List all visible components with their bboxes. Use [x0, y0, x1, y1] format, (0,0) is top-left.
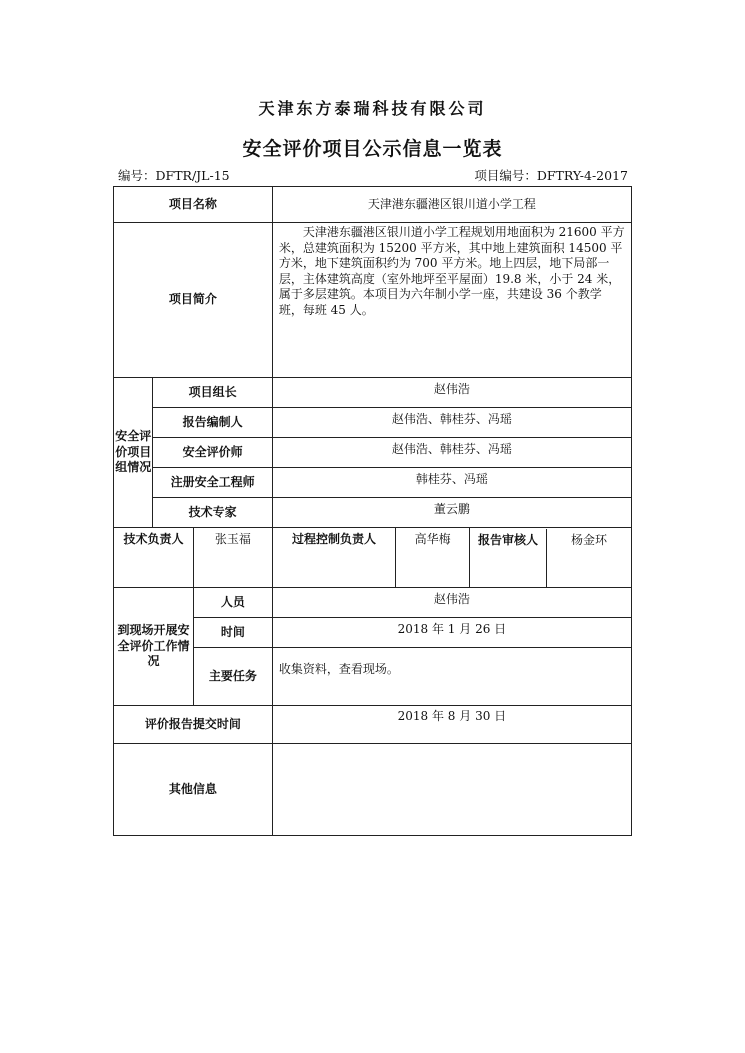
site-task-value: 收集资料，查看现场。: [272, 648, 631, 706]
team-role-label: 注册安全工程师: [153, 468, 272, 498]
table-row: [114, 498, 632, 528]
site-person-value: 赵伟浩: [272, 588, 631, 618]
team-role-value: 赵伟浩、韩桂芬、冯瑶: [272, 438, 631, 468]
doc-code: 编号：DFTR/JL-15: [118, 168, 230, 183]
site-time-value: 2018 年 1 月 26 日: [272, 618, 631, 648]
form-title: 安全评价项目公示信息一览表: [242, 138, 503, 160]
review-cell: [470, 528, 632, 588]
table-row: [114, 408, 632, 438]
project-code: 项目编号：DFTRY-4-2017: [474, 168, 628, 183]
table-row: [470, 529, 631, 587]
reviewer-label: 报告审核人: [470, 529, 547, 587]
info-table: [113, 186, 632, 836]
other-info-label: 其他信息: [114, 744, 273, 836]
team-group-label: 安全评价项目组情况: [114, 378, 153, 528]
team-role-label: 安全评价师: [153, 438, 272, 468]
project-name-label: 项目名称: [114, 187, 273, 223]
team-role-value: 董云鹏: [272, 498, 631, 528]
process-lead-label: 过程控制负责人: [272, 528, 395, 588]
tech-lead-label: 技术负责人: [114, 528, 194, 588]
table-row: [114, 528, 632, 588]
other-info-value: [272, 744, 631, 836]
table-row: [114, 706, 632, 744]
submit-time-value: 2018 年 8 月 30 日: [272, 706, 631, 744]
project-intro-label: 项目简介: [114, 223, 273, 378]
table-row: [114, 744, 632, 836]
reviewer-value: 杨金环: [571, 532, 608, 547]
site-task-label: 主要任务: [193, 648, 272, 706]
team-role-value: 赵伟浩、韩桂芬、冯瑶: [272, 408, 631, 438]
team-role-label: 技术专家: [153, 498, 272, 528]
review-subtable: [470, 529, 631, 587]
table-row: [114, 588, 632, 618]
project-name-value: 天津港东疆港区银川道小学工程: [272, 187, 631, 223]
tech-lead-value: 张玉福: [193, 528, 272, 588]
table-row: [114, 223, 632, 378]
site-work-label: 到现场开展安全评价工作情况: [114, 588, 194, 706]
site-time-label: 时间: [193, 618, 272, 648]
project-intro-value: 天津港东疆港区银川道小学工程规划用地面积为 21600 平方米，总建筑面积为 15200 平方米，其中地上建筑面积 14500 平方米，地下建筑面积约为 700 平方米。地上四层，地下局部一层，主体建筑高度（室外地坪至平屋面）19.8 米，小于 24 米，属于多层建筑。本项目为六年制小学一座，共建设 36 个教学班，每班 45 人。: [272, 223, 631, 378]
table-row: [114, 468, 632, 498]
team-role-value: 赵伟浩: [272, 378, 631, 408]
table-row: [114, 187, 632, 223]
table-row: [114, 378, 632, 408]
table-row: [114, 438, 632, 468]
team-role-label: 报告编制人: [153, 408, 272, 438]
team-role-value: 韩桂芬、冯瑶: [272, 468, 631, 498]
company-name: 天津东方泰瑞科技有限公司: [258, 99, 487, 118]
process-lead-value: 高华梅: [396, 528, 470, 588]
submit-time-label: 评价报告提交时间: [114, 706, 273, 744]
team-role-label: 项目组长: [153, 378, 272, 408]
site-person-label: 人员: [193, 588, 272, 618]
